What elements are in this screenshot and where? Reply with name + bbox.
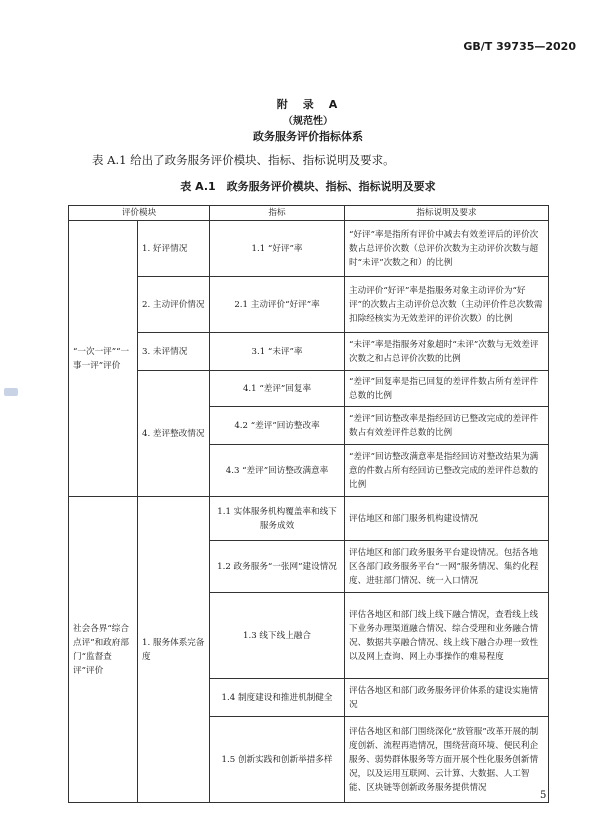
module-1-name: “一次一评”“一事一评”评价: [69, 221, 138, 497]
appendix-title: 附 录 A: [276, 98, 340, 111]
table-header-row: [69, 206, 549, 221]
evaluation-indicator-table: [68, 205, 549, 803]
side-tab-marker: [4, 388, 18, 396]
indicator-cell: 1.5 创新实践和创新举措多样: [210, 717, 345, 803]
indicator-cell: 4.1 “差评”回复率: [210, 371, 345, 407]
description-cell: “未评”率是指服务对象超时“未评”次数与无效差评次数之和占总评价次数的比例: [345, 333, 549, 371]
indicator-cell: 1.2 政务服务“一张网”建设情况: [210, 541, 345, 593]
description-cell: “差评”回复率是指已回复的差评件数占所有差评件总数的比例: [345, 371, 549, 407]
indicator-cell: 2.1 主动评价“好评”率: [210, 277, 345, 333]
table-row: [69, 371, 549, 407]
indicator-cell: 4.2 “差评”回访整改率: [210, 407, 345, 445]
table-caption: 表 A.1 政务服务评价模块、指标、指标说明及要求: [180, 180, 436, 193]
description-cell: 评估各地区和部门线上线下融合情况，查看线上线下业务办理渠道融合情况、综合受理和业务融合情况、数据共享融合情况、线上线下融合办理一致性以及网上查询、网上办事操作的难易程度: [345, 593, 549, 679]
header-indicator: 指标: [210, 206, 345, 221]
page-number: 5: [540, 790, 547, 801]
sub-module-name: 1. 服务体系完备度: [138, 497, 210, 803]
indicator-cell: 4.3 “差评”回访整改满意率: [210, 445, 345, 497]
description-cell: 评估地区和部门政务服务平台建设情况。包括各地区各部门政务服务平台“一网”服务情况、集约化程度、进驻部门情况、统一入口情况: [345, 541, 549, 593]
header-description: 指标说明及要求: [345, 206, 549, 221]
sub-module-name: 4. 差评整改情况: [138, 371, 210, 497]
appendix-name: 政务服务评价指标体系: [253, 130, 363, 143]
description-cell: 评估各地区和部门政务服务评价体系的建设实施情况: [345, 679, 549, 717]
table-row: [69, 333, 549, 371]
description-cell: 评估各地区和部门围绕深化“放管服”改革开展的制度创新、流程再造情况，围绕营商环境、便民利企服务、弱势群体服务等方面开展个性化服务创新情况，以及运用互联网、云计算、大数据、人工智能、区块链等创新政务服务提供情况: [345, 717, 549, 803]
standard-code: GB/T 39735—2020: [463, 40, 576, 53]
module-2-name: 社会各界“综合点评”和政府部门“监督查评”评价: [69, 497, 138, 803]
indicator-cell: 1.1 实体服务机构覆盖率和线下服务成效: [210, 497, 345, 541]
intro-text: 表 A.1 给出了政务服务评价模块、指标、指标说明及要求。: [92, 153, 395, 167]
table-row: [69, 277, 549, 333]
table-row: [69, 497, 549, 541]
table-row: [69, 221, 549, 277]
sub-module-name: 2. 主动评价情况: [138, 277, 210, 333]
indicator-cell: 3.1 “未评”率: [210, 333, 345, 371]
indicator-cell: 1.3 线下线上融合: [210, 593, 345, 679]
indicator-cell: 1.1 “好评”率: [210, 221, 345, 277]
description-cell: 主动评价“好评”率是指服务对象主动评价为“好评”的次数占主动评价总次数（主动评价件总次数需扣除经核实为无效差评的评价次数）的比例: [345, 277, 549, 333]
description-cell: “差评”回访整改满意率是指经回访对整改结果为满意的件数占所有经回访已整改完成的差评件总数的比例: [345, 445, 549, 497]
header-module: 评价模块: [69, 206, 210, 221]
sub-module-name: 1. 好评情况: [138, 221, 210, 277]
description-cell: “好评”率是指所有评价中减去有效差评后的评价次数占总评价次数（总评价次数为主动评价次数与超时“未评”次数之和）的比例: [345, 221, 549, 277]
indicator-cell: 1.4 制度建设和推进机制健全: [210, 679, 345, 717]
sub-module-name: 3. 未评情况: [138, 333, 210, 371]
description-cell: “差评”回访整改率是指经回访已整改完成的差评件数占有效差评件总数的比例: [345, 407, 549, 445]
appendix-type: （规范性）: [283, 116, 333, 127]
description-cell: 评估地区和部门服务机构建设情况: [345, 497, 549, 541]
